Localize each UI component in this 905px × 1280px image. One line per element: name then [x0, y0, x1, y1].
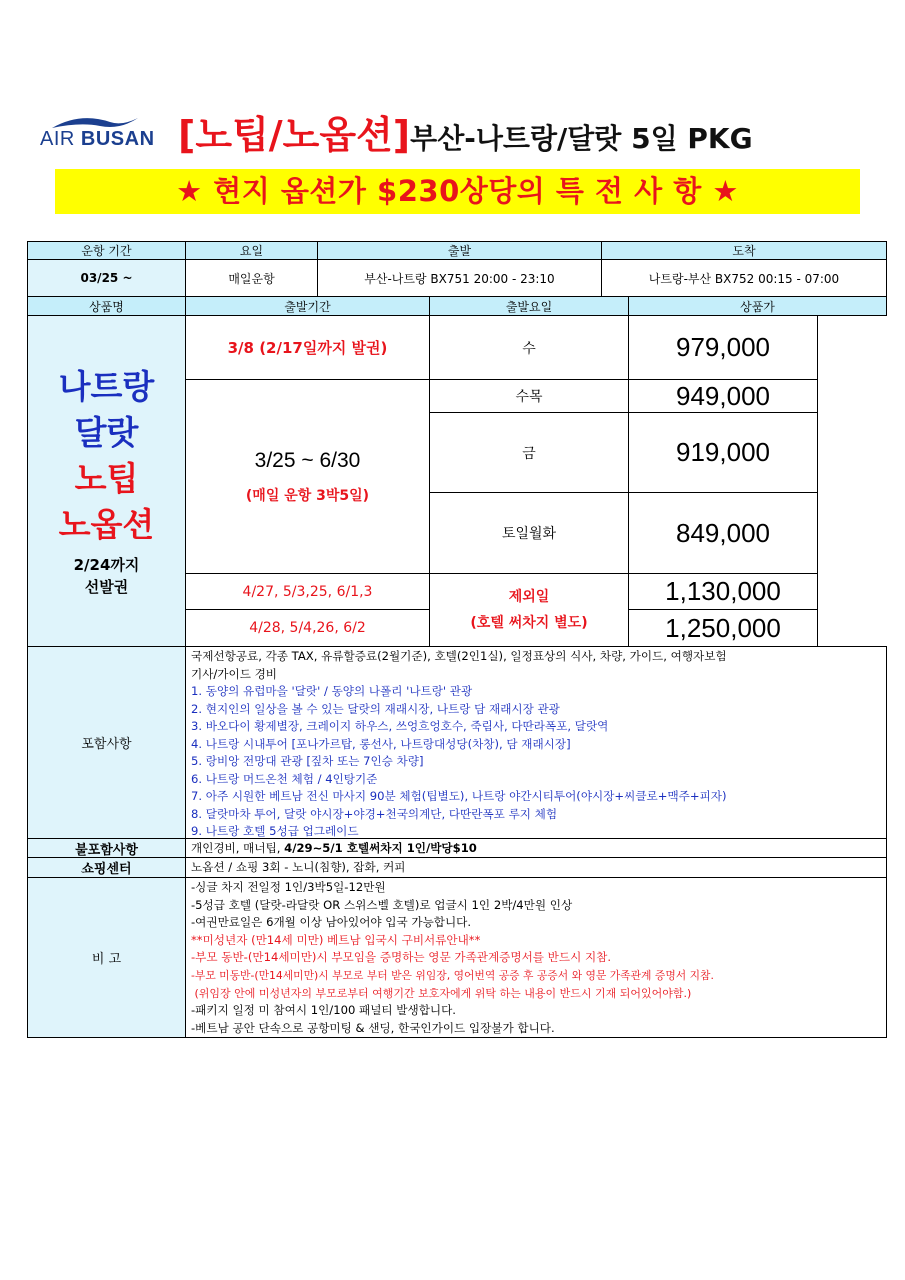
list-item: 2. 현지인의 일상을 볼 수 있는 달랏의 재래시장, 나트랑 담 재래시장 관광 [191, 701, 560, 716]
list-item: (위임장 안에 미성년자의 부모로부터 여행기간 보호자에게 위탁 하는 내용이 반드시 기재 되어있어야함.) [191, 986, 692, 1000]
product-note-line: 2/24까지 [73, 556, 140, 574]
excluded-text-a: 개인경비, 매너팁, [191, 841, 285, 855]
product-name-line: 달랏 [74, 413, 139, 452]
excl-label-cell [429, 573, 629, 647]
product-name-line: 노팁 [74, 459, 139, 498]
excl-dates: 4/27, 5/3,25, 6/1,3 [185, 573, 430, 610]
page-title [178, 104, 753, 159]
list-item: 기사/가이드 경비 [191, 666, 277, 681]
list-item: -5성급 호텔 (달랏-라달랏 OR 스위스벨 호텔)로 업글시 1인 2박/4만원 인상 [191, 897, 573, 912]
dow-fri: 금 [429, 412, 629, 493]
shopping-text [185, 857, 887, 878]
range-cell [185, 379, 430, 574]
range-main: 3/25 ~ 6/30 [254, 448, 361, 472]
list-item: -싱글 차지 전일정 1인/3박5일-12만원 [191, 880, 386, 894]
list-item: -베트남 공안 단속으로 공항미팅 & 샌딩, 한국인가이드 입장불가 합니다. [191, 1020, 555, 1035]
shopping-label: 쇼핑센터 [27, 857, 186, 878]
title-route: 부산-나트랑/달랏 5일 PKG [410, 122, 753, 155]
flight-days: 매일운항 [185, 259, 318, 297]
promo-banner: ★ 현지 옵션가 $230상당의 특 전 사 항 ★ [55, 169, 860, 214]
price-cell: 849,000 [628, 492, 818, 574]
excluded-label: 불포함사항 [27, 838, 186, 858]
header-days: 요일 [185, 241, 318, 260]
flight-depart: 부산-나트랑 BX751 20:00 - 23:10 [317, 259, 602, 297]
list-item: 3. 바오다이 황제별장, 크레이지 하우스, 쓰엉흐엉호수, 죽림사, 다딴라폭포, 달랏역 [191, 719, 609, 733]
product-name-cell [27, 315, 186, 647]
list-item: 9. 나트랑 호텔 5성급 업그레이드 [191, 824, 359, 838]
excluded-text-b: 4/29~5/1 호텔써차지 1인/박당$10 [284, 841, 477, 855]
price-cell: 979,000 [628, 315, 818, 380]
list-item: 1. 동양의 유럽마을 '달랏' / 동양의 나폴리 '나트랑' 관광 [191, 684, 473, 698]
remarks-label: 비 고 [27, 877, 186, 1038]
included-label: 포함사항 [27, 646, 186, 839]
logo-busan: BUSAN [80, 128, 155, 150]
remarks-list [185, 877, 887, 1038]
list-item: -부모 미동반-(만14세미만)시 부모로 부터 받은 위임장, 영어번역 공증 후 공증서 와 영문 가족관계 증명서 지참. [191, 968, 714, 982]
header-dep-period: 출발기간 [185, 296, 430, 316]
excluded-text [185, 838, 887, 858]
list-item: -여권만료일은 6개월 이상 남아있어야 입국 가능합니다. [191, 915, 472, 930]
title-no-tip: [노팁/노옵션] [178, 113, 411, 157]
header-period: 운항 기간 [27, 241, 186, 260]
list-item: 7. 아주 시원한 베트남 전신 마사지 90분 체험(팁별도), 나트랑 야간시티투어(야시장+씨클로+맥주+피자) [191, 789, 727, 803]
early-period: 3/8 (2/17일까지 발권) [185, 315, 430, 380]
price-cell: 949,000 [628, 379, 818, 413]
air-busan-logo [40, 118, 170, 154]
dow-sat-tue: 토일월화 [429, 492, 629, 574]
range-sub: (매일 운항 3박5일) [245, 487, 370, 504]
product-name-line: 나트랑 [58, 367, 155, 406]
list-item: -부모 동반-(만14세미만)시 부모임을 증명하는 영문 가족관계증명서를 반드시 지참. [191, 950, 612, 965]
header-price: 상품가 [628, 296, 887, 316]
price-cell: 1,250,000 [628, 609, 818, 647]
header-dep-dow: 출발요일 [429, 296, 629, 316]
excl-label: (호텔 써차지 별도) [470, 615, 588, 631]
list-item: **미성년자 (만14세 미만) 베트남 입국시 구비서류안내** [191, 932, 481, 947]
list-item: 4. 나트랑 시내투어 [포나가르탑, 롱선사, 나트랑대성당(차창), 담 재래시장] [191, 736, 571, 751]
excl-label: 제외일 [508, 589, 550, 605]
header-depart: 출발 [317, 241, 602, 260]
list-item: 국제선항공료, 각종 TAX, 유류할증료(2월기준), 호텔(2인1실), 일정표상의 식사, 차량, 가이드, 여행자보험 [191, 649, 727, 663]
list-item: 5. 랑비앙 전망대 관광 [짚차 또는 7인승 차량] [191, 754, 424, 768]
product-note-line: 선발권 [84, 578, 129, 596]
flight-arrive: 나트랑-부산 BX752 00:15 - 07:00 [601, 259, 887, 297]
header-arrive: 도착 [601, 241, 887, 260]
list-item: 8. 달랏마차 투어, 달랏 야시장+야경+천국의계단, 다딴란폭포 루지 체험 [191, 806, 558, 821]
list-item: 6. 나트랑 머드온천 체험 / 4인탕기준 [191, 771, 378, 786]
logo-air: AIR [40, 128, 75, 150]
dow-wed: 수 [429, 315, 629, 380]
shopping-value: 노옵션 / 쇼핑 3회 - 노니(침향), 잡화, 커피 [191, 860, 406, 874]
excl-dates: 4/28, 5/4,26, 6/2 [185, 609, 430, 647]
price-cell: 1,130,000 [628, 573, 818, 610]
flight-period: 03/25 ~ [27, 259, 186, 297]
price-cell: 919,000 [628, 412, 818, 493]
list-item: -패키지 일정 미 참여시 1인/100 패널티 발생합니다. [191, 1003, 456, 1018]
header-product-name: 상품명 [27, 296, 186, 316]
product-name-line: 노옵션 [58, 505, 155, 544]
dow-wed-thu: 수목 [429, 379, 629, 413]
included-list [185, 646, 887, 839]
